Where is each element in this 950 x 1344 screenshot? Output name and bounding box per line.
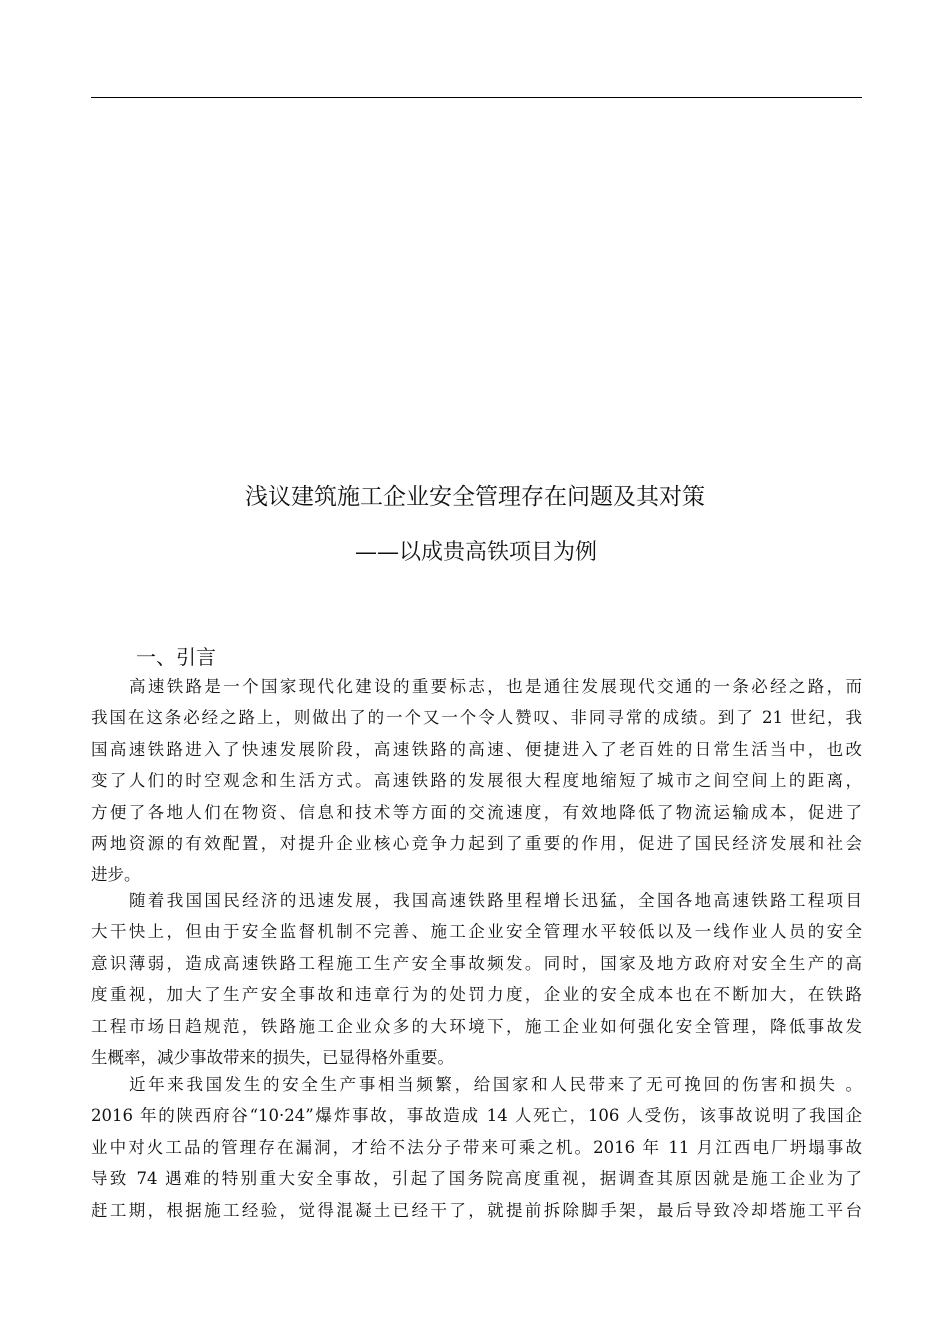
paragraph-line: 大干快上，但由于安全监督机制不完善、施工企业安全管理水平较低以及一线作业人员的安全 (91, 922, 862, 942)
paragraph-line: 工程市场日趋规范，铁路施工企业众多的大环境下，施工企业如何强化安全管理，降低事故发 (91, 1016, 862, 1036)
paragraph-line: 国高速铁路进入了快速发展阶段，高速铁路的高速、便捷进入了老百姓的日常生活当中，也改 (91, 739, 862, 759)
paragraph-line: 进步。 (91, 865, 141, 885)
paragraph-line: 意识薄弱，造成高速铁路工程施工生产安全事故频发。同时，国家及地方政府对安全生产的高 (91, 953, 862, 973)
paragraph-line: 生概率，减少事故带来的损失，已显得格外重要。 (91, 1047, 454, 1067)
paragraph-line: 高速铁路是一个国家现代化建设的重要标志，也是通往发展现代交通的一条必经之路，而 (129, 677, 862, 696)
paragraph-line: 随着我国国民经济的迅速发展，我国高速铁路里程增长迅猛，全国各地高速铁路工程项目 (129, 891, 862, 910)
paragraph-line: 业中对火工品的管理存在漏洞，才给不法分子带来可乘之机。2016 年 11 月江西电厂坍塌事故 (91, 1137, 862, 1157)
document-subtitle: ——以成贵高铁项目为例 (355, 540, 598, 565)
paragraph-line: 变了人们的时空观念和生活方式。高速铁路的发展很大程度地缩短了城市之间空间上的距离， (91, 771, 862, 791)
paragraph-line: 方便了各地人们在物资、信息和技术等方面的交流速度，有效地降低了物流运输成本，促进了 (91, 802, 862, 822)
header-rule (91, 97, 862, 98)
paragraph-line: 我国在这条必经之路上，则做出了的一个又一个令人赞叹、非同寻常的成绩。到了 21 世纪，我 (91, 708, 862, 728)
section-heading: 一、引言 (136, 645, 216, 669)
paragraph-1 (91, 671, 862, 891)
paragraph-line: 导致 74 遇难的特别重大安全事故，引起了国务院高度重视，据调查其原因就是施工企业为了 (91, 1169, 862, 1189)
paragraph-line: 2016 年的陕西府谷“10·24”爆炸事故，事故造成 14 人死亡，106 人受伤，该事故说明了我国企 (91, 1106, 862, 1126)
paragraph-line: 近年来我国发生的安全生产事相当频繁，给国家和人民带来了无可挽回的伤害和损失 。 (129, 1075, 862, 1094)
paragraph-line: 赶工期，根据施工经验，觉得混凝土已经干了，就提前拆除脚手架，最后导致冷却塔施工平台 (91, 1200, 862, 1220)
paragraph-line: 两地资源的有效配置，对提升企业核心竞争力起到了重要的作用，促进了国民经济发展和社会 (91, 833, 862, 853)
paragraph-line: 度重视，加大了生产安全事故和违章行为的处罚力度，企业的安全成本也在不断加大，在铁路 (91, 985, 862, 1005)
document-title: 浅议建筑施工企业安全管理存在问题及其对策 (245, 484, 705, 510)
paragraph-3 (91, 1069, 862, 1226)
paragraph-2 (91, 885, 862, 1073)
